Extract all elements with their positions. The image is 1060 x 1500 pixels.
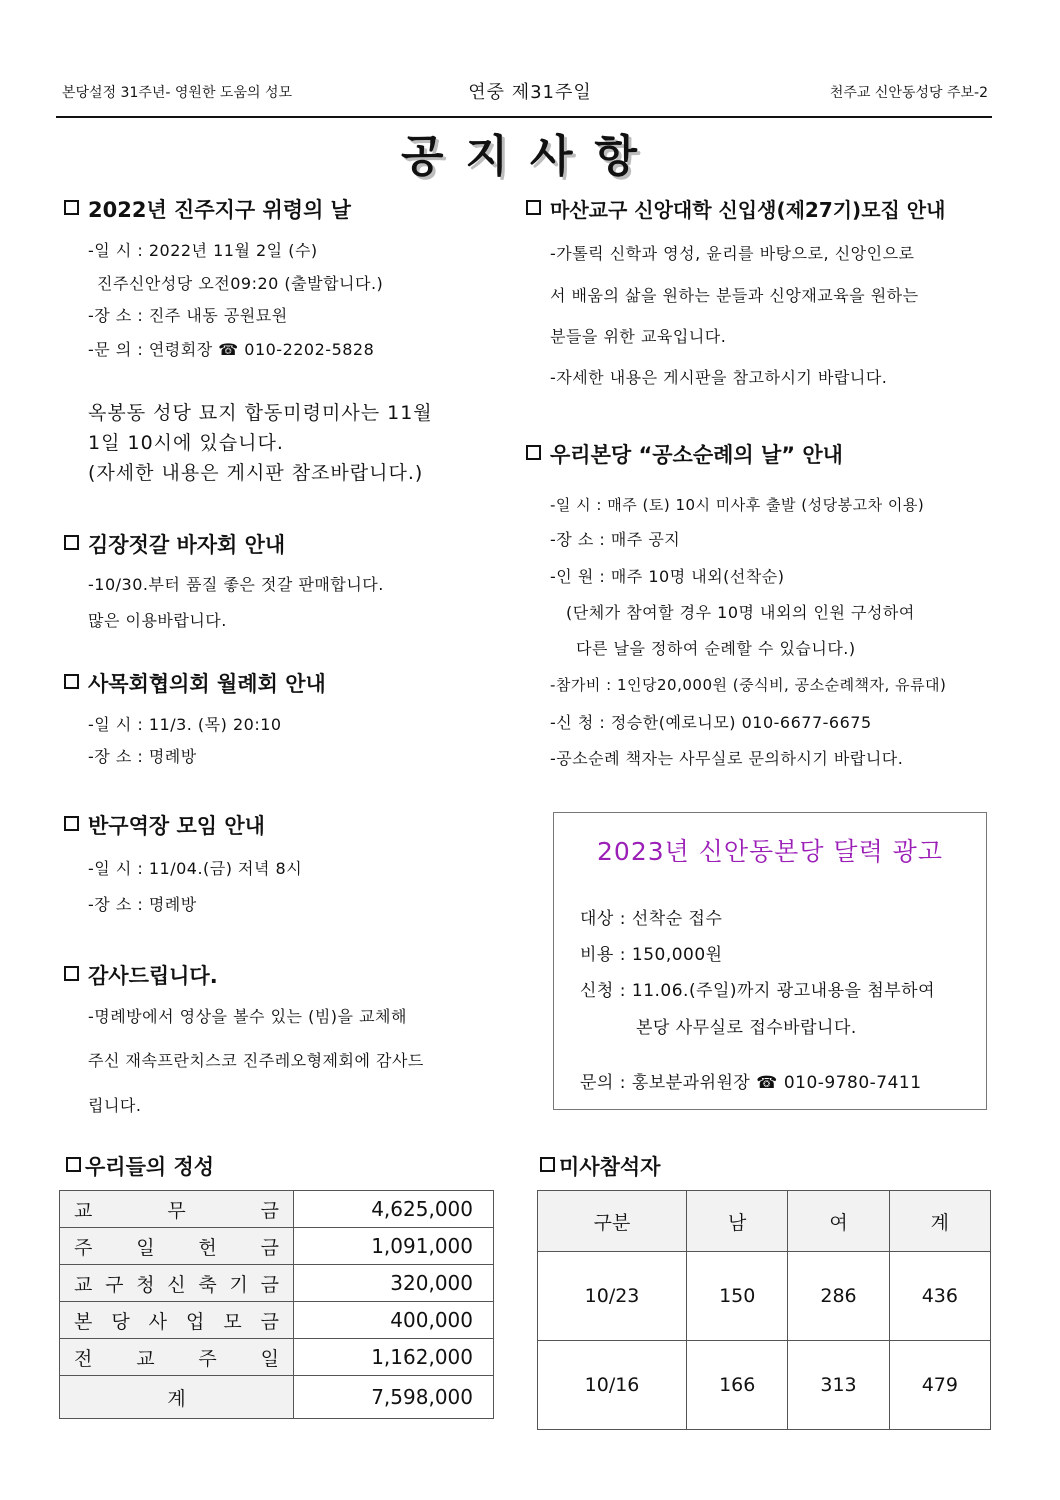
line: -장 소 : 명례방 [88, 895, 197, 914]
section-wiryeong: 2022년 진주지구 위령의 날 [64, 194, 351, 224]
section-pilgrimage: 우리본당 “공소순례의 날” 안내 [526, 439, 843, 469]
table-row [60, 1265, 494, 1302]
section-thanks: 감사드립니다. [64, 960, 218, 990]
line: 서 배움의 삶을 원하는 분들과 신앙재교육을 원하는 [550, 286, 919, 305]
checkbox-icon [540, 1157, 555, 1172]
line: 주신 재속프란치스코 진주레오형제회에 감사드 [88, 1051, 424, 1070]
header-right: 천주교 신안동성당 주보-2 [829, 85, 988, 101]
line: -인 원 : 매주 10명 내외(선착순) [550, 567, 785, 586]
line: -신 청 : 정승한(예로니모) 010-6677-6675 [550, 713, 872, 732]
checkbox-icon [64, 674, 79, 689]
note-line: (자세한 내용은 게시판 참조바랍니다.) [88, 462, 424, 484]
checkbox-icon [66, 1157, 81, 1172]
count-cell: 479 [889, 1341, 990, 1430]
checkbox-icon [526, 445, 541, 460]
line: -가톨릭 신학과 영성, 윤리를 바탕으로, 신앙인으로 [550, 244, 915, 263]
offering-label: 주 일 헌 금 [74, 1236, 279, 1259]
line: 분들을 위한 교육입니다. [550, 327, 727, 346]
line: -일 시 : 11/04.(금) 저녁 8시 [88, 859, 303, 878]
checkbox-icon [64, 535, 79, 550]
section-faith-college: 마산교구 신앙대학 신입생(제27기)모집 안내 [526, 194, 945, 223]
date-cell: 10/16 [538, 1341, 687, 1430]
count-cell: 436 [889, 1252, 990, 1341]
ad-line: 문의 : 홍보분과위원장 ☎ 010-9780-7411 [580, 1073, 922, 1093]
note-line: 옥봉동 성당 묘지 합동미령미사는 11월 [88, 402, 433, 424]
ad-line: 본당 사무실로 접수바랍니다. [636, 1018, 857, 1038]
header-rule [56, 116, 992, 118]
line: -일 시 : 2022년 11월 2일 (수) [88, 241, 318, 260]
offering-total-label: 계 [60, 1376, 294, 1419]
offering-value: 400,000 [294, 1302, 494, 1339]
section-bazaar: 김장젓갈 바자회 안내 [64, 529, 285, 559]
ad-line: 신청 : 11.06.(주일)까지 광고내용을 첨부하여 [580, 981, 936, 1001]
line: -자세한 내용은 게시판을 참고하시기 바랍니다. [550, 368, 888, 387]
table-row [538, 1252, 991, 1341]
offering-label: 교 구 청 신 축 기 금 [74, 1273, 279, 1296]
offering-total-value: 7,598,000 [294, 1376, 494, 1419]
date-cell: 10/23 [538, 1252, 687, 1341]
count-cell: 150 [687, 1252, 788, 1341]
offering-label: 교 무 금 [74, 1199, 279, 1222]
section-council: 사목회협의회 월례회 안내 [64, 668, 326, 698]
count-cell: 286 [788, 1252, 889, 1341]
table-row [60, 1302, 494, 1339]
offering-value: 4,625,000 [294, 1191, 494, 1228]
line: 립니다. [88, 1096, 142, 1115]
table-row [538, 1341, 991, 1430]
header-cell: 여 [788, 1191, 889, 1252]
count-cell: 166 [687, 1341, 788, 1430]
line: 다른 날을 정하여 순례할 수 있습니다.) [576, 639, 856, 658]
checkbox-icon [64, 816, 79, 831]
line: -장 소 : 진주 내동 공원묘원 [88, 306, 288, 325]
ad-line: 비용 : 150,000원 [580, 945, 723, 965]
offering-label: 전 교 주 일 [74, 1347, 279, 1370]
offering-value: 1,091,000 [294, 1228, 494, 1265]
calendar-ad-title: 2023년 신안동본당 달력 광고 [597, 837, 943, 866]
note-line: 1일 10시에 있습니다. [88, 432, 284, 454]
line: -문 의 : 연령회장 ☎ 010-2202-5828 [88, 340, 375, 359]
ad-line: 대상 : 선착순 접수 [580, 909, 723, 929]
line: -장 소 : 명례방 [88, 747, 197, 766]
offering-label: 본 당 사 업 모 금 [74, 1310, 279, 1333]
line: -명례방에서 영상을 볼수 있는 (빔)을 교체해 [88, 1007, 407, 1026]
header-center: 연중 제31주일 [468, 82, 592, 103]
attendance-table [537, 1190, 991, 1430]
line: 진주신안성당 오전09:20 (출발합니다.) [97, 274, 384, 293]
page-title: 공지사항 [400, 131, 659, 182]
line: -일 시 : 매주 (토) 10시 미사후 출발 (성당봉고차 이용) [550, 496, 925, 514]
offerings-title: 우리들의 정성 [66, 1151, 214, 1181]
header-left: 본당설정 31주년- 영원한 도움의 성모 [62, 85, 293, 101]
line: -10/30.부터 품질 좋은 젓갈 판매합니다. [88, 575, 384, 594]
offerings-table [59, 1190, 494, 1419]
line: 많은 이용바랍니다. [88, 611, 227, 630]
header-cell: 구분 [538, 1191, 687, 1252]
header-cell: 계 [889, 1191, 990, 1252]
section-leaders: 반구역장 모임 안내 [64, 810, 265, 840]
table-header-row [538, 1191, 991, 1252]
table-row-total [60, 1376, 494, 1419]
count-cell: 313 [788, 1341, 889, 1430]
line: -참가비 : 1인당20,000원 (중식비, 공소순례책자, 유류대) [550, 676, 947, 694]
line: -장 소 : 매주 공지 [550, 530, 681, 549]
table-row [60, 1191, 494, 1228]
checkbox-icon [64, 200, 79, 215]
checkbox-icon [64, 966, 79, 981]
line: -공소순례 책자는 사무실로 문의하시기 바랍니다. [550, 749, 904, 768]
table-row [60, 1339, 494, 1376]
offering-value: 1,162,000 [294, 1339, 494, 1376]
line: -일 시 : 11/3. (목) 20:10 [88, 715, 282, 734]
checkbox-icon [526, 200, 541, 215]
table-row [60, 1228, 494, 1265]
line: (단체가 참여할 경우 10명 내외의 인원 구성하여 [566, 603, 915, 622]
header-cell: 남 [687, 1191, 788, 1252]
attendance-title: 미사참석자 [540, 1151, 660, 1181]
offering-value: 320,000 [294, 1265, 494, 1302]
